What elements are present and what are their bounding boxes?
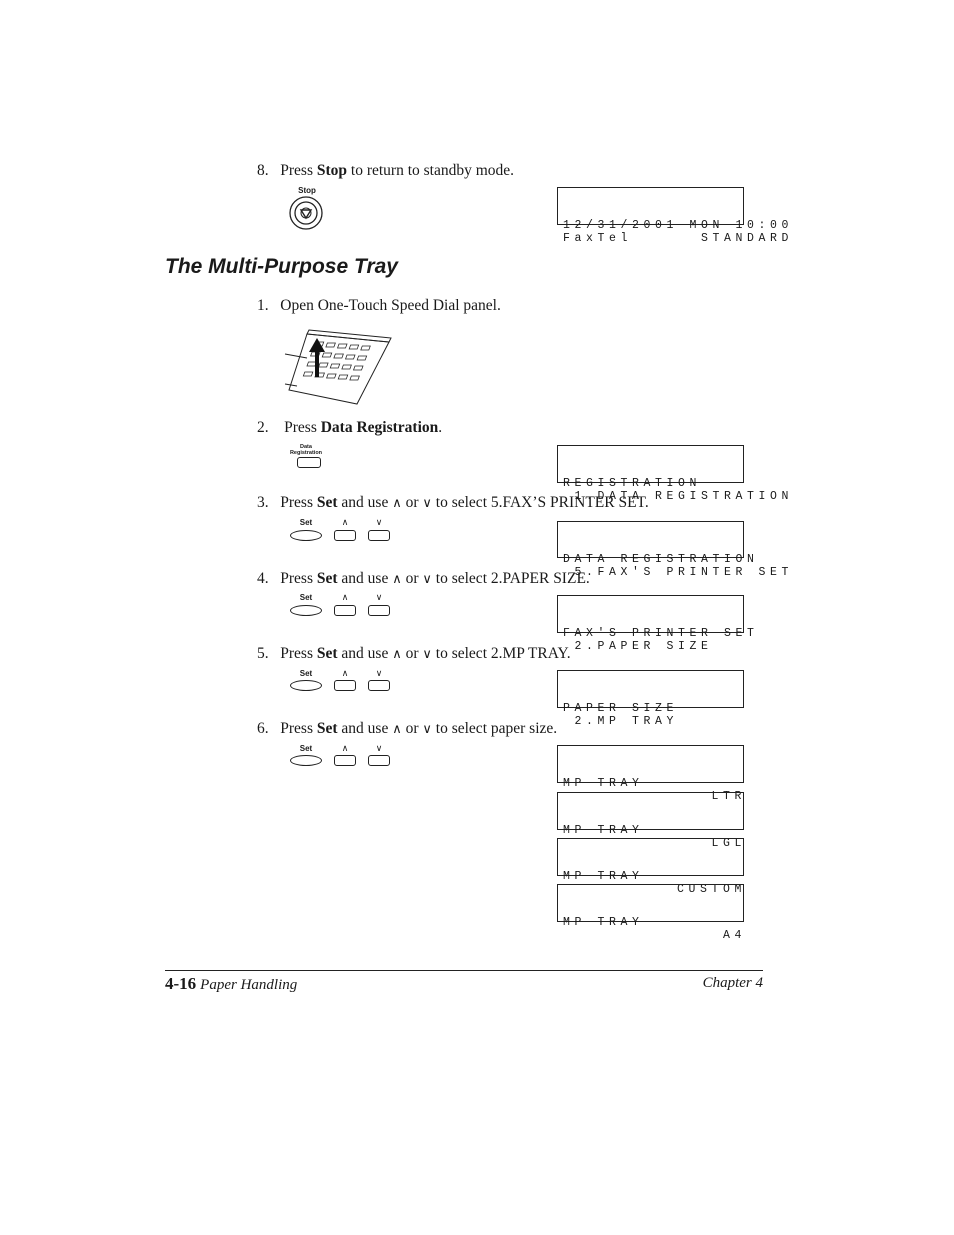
lcd-line-1: REGISTRATION — [563, 477, 702, 490]
lcd-line-1: MP TRAY — [563, 870, 644, 883]
up-arrow-icon: ∧ — [392, 722, 402, 737]
step-number: 4. — [257, 570, 269, 587]
lcd-display-mp-tray-a4 — [557, 884, 746, 942]
footer-chapter: Chapter 4 — [702, 975, 763, 991]
step-8 — [257, 162, 514, 180]
up-button[interactable] — [334, 680, 356, 691]
step-bold: Data Registration — [320, 419, 439, 436]
up-arrow-icon: ∧ — [341, 744, 349, 754]
step-text: or — [401, 720, 423, 737]
step-number: 6. — [257, 720, 269, 737]
down-button[interactable] — [368, 530, 390, 541]
lcd-line-2: FaxTel STANDARD — [563, 232, 794, 245]
lcd-line-2: 5.FAX'S PRINTER SET — [563, 566, 794, 579]
step-bold: Set — [316, 570, 338, 587]
up-arrow-icon: ∧ — [341, 518, 349, 528]
lcd-display-mp-tray-lgl — [557, 792, 746, 850]
lcd-line-1: MP TRAY — [563, 824, 644, 837]
data-registration-button[interactable] — [297, 457, 321, 468]
lcd-display-registration — [557, 445, 794, 503]
step-text: Press — [280, 570, 317, 587]
up-arrow-icon: ∧ — [392, 647, 402, 662]
step-text: and use — [337, 494, 393, 511]
down-button[interactable] — [368, 605, 390, 616]
lcd-display-step3 — [557, 521, 794, 579]
lcd-line-2: LGL — [711, 837, 746, 850]
up-button[interactable] — [334, 605, 356, 616]
step-text: to select 2.MP TRAY. — [431, 645, 571, 662]
step-text: and use — [337, 570, 393, 587]
step-text: to return to standby mode. — [347, 162, 515, 179]
lcd-display-step5 — [557, 670, 744, 728]
lcd-line-1: 12/31/2001 MON 10:00 — [563, 219, 794, 232]
up-arrow-icon: ∧ — [392, 496, 402, 511]
data-registration-button-label — [286, 444, 326, 456]
lcd-line-1: MP TRAY — [563, 916, 644, 929]
lcd-line-1: FAX'S PRINTER SET — [563, 627, 759, 640]
lcd-line-2: LTR — [711, 790, 746, 803]
stop-icon — [289, 196, 325, 232]
step-text: Press — [280, 645, 317, 662]
lcd-display-mp-tray-ltr — [557, 745, 746, 803]
footer-section: Paper Handling — [200, 977, 298, 993]
page-number: 4-16 — [165, 974, 197, 993]
lcd-line-2: 2.MP TRAY — [563, 715, 679, 728]
lcd-line-2: A4 — [722, 929, 746, 942]
set-button-label: Set — [299, 593, 313, 602]
label-line-1: Data — [300, 444, 312, 450]
step-5 — [257, 645, 571, 663]
step-number: 3. — [257, 494, 269, 511]
set-button-label: Set — [299, 669, 313, 678]
set-button[interactable] — [290, 680, 322, 691]
step-text: and use — [337, 645, 393, 662]
step-text: Open One-Touch Speed Dial panel. — [280, 297, 501, 314]
lcd-line-2: CUSTOM — [676, 883, 746, 896]
down-arrow-icon: ∨ — [422, 722, 432, 737]
step-text: Press — [280, 494, 317, 511]
step-text: Press — [280, 720, 317, 737]
lcd-line-1: DATA REGISTRATION — [563, 553, 759, 566]
set-button[interactable] — [290, 755, 322, 766]
step-bold: Set — [316, 645, 338, 662]
step-text: to select paper size. — [431, 720, 558, 737]
up-button[interactable] — [334, 755, 356, 766]
step-6 — [257, 720, 557, 738]
down-arrow-icon: ∨ — [375, 669, 383, 679]
lcd-line-1: MP TRAY — [563, 777, 644, 790]
step-text: to select 2.PAPER SIZE. — [431, 570, 590, 587]
lcd-display-step4 — [557, 595, 759, 653]
step-text: or — [401, 570, 423, 587]
step-2 — [257, 419, 442, 437]
step-3 — [257, 494, 649, 512]
step-bold: Set — [316, 720, 338, 737]
step-number: 8. — [257, 162, 269, 179]
up-button[interactable] — [334, 530, 356, 541]
down-arrow-icon: ∨ — [375, 518, 383, 528]
step-text: Press — [284, 419, 321, 436]
footer-left — [165, 974, 297, 994]
down-button[interactable] — [368, 680, 390, 691]
up-arrow-icon: ∧ — [392, 572, 402, 587]
step-number: 5. — [257, 645, 269, 662]
step-text: and use — [337, 720, 393, 737]
step-bold: Stop — [316, 162, 348, 179]
down-button[interactable] — [368, 755, 390, 766]
label-line-2: Registration — [289, 450, 323, 456]
down-arrow-icon: ∨ — [375, 744, 383, 754]
step-number: 2. — [257, 419, 269, 436]
step-text: Press — [280, 162, 317, 179]
set-button-label: Set — [299, 744, 313, 753]
set-button[interactable] — [290, 530, 322, 541]
down-arrow-icon: ∨ — [422, 572, 432, 587]
step-text: or — [401, 645, 423, 662]
step-4 — [257, 570, 590, 588]
set-button[interactable] — [290, 605, 322, 616]
step-text: or — [401, 494, 423, 511]
lcd-line-1: PAPER SIZE — [563, 702, 679, 715]
section-title: The Multi-Purpose Tray — [165, 255, 398, 278]
lcd-display-mp-tray-custom — [557, 838, 746, 896]
down-arrow-icon: ∨ — [375, 593, 383, 603]
down-arrow-icon: ∨ — [422, 496, 432, 511]
step-1 — [257, 297, 501, 315]
lcd-line-2: 1.DATA REGISTRATION — [563, 490, 794, 503]
step-number: 1. — [257, 297, 269, 314]
step-text: . — [438, 419, 443, 436]
step-bold: Set — [316, 494, 338, 511]
up-arrow-icon: ∧ — [341, 669, 349, 679]
set-button-label: Set — [299, 518, 313, 527]
footer-rule — [165, 970, 763, 971]
speed-dial-panel-illustration — [285, 322, 395, 406]
up-arrow-icon: ∧ — [341, 593, 349, 603]
lcd-display-standby — [557, 187, 794, 245]
step-text: to select 5.FAX’S PRINTER SET. — [431, 494, 649, 511]
down-arrow-icon: ∨ — [422, 647, 432, 662]
stop-button-label: Stop — [298, 186, 316, 195]
lcd-line-2: 2.PAPER SIZE — [563, 640, 713, 653]
